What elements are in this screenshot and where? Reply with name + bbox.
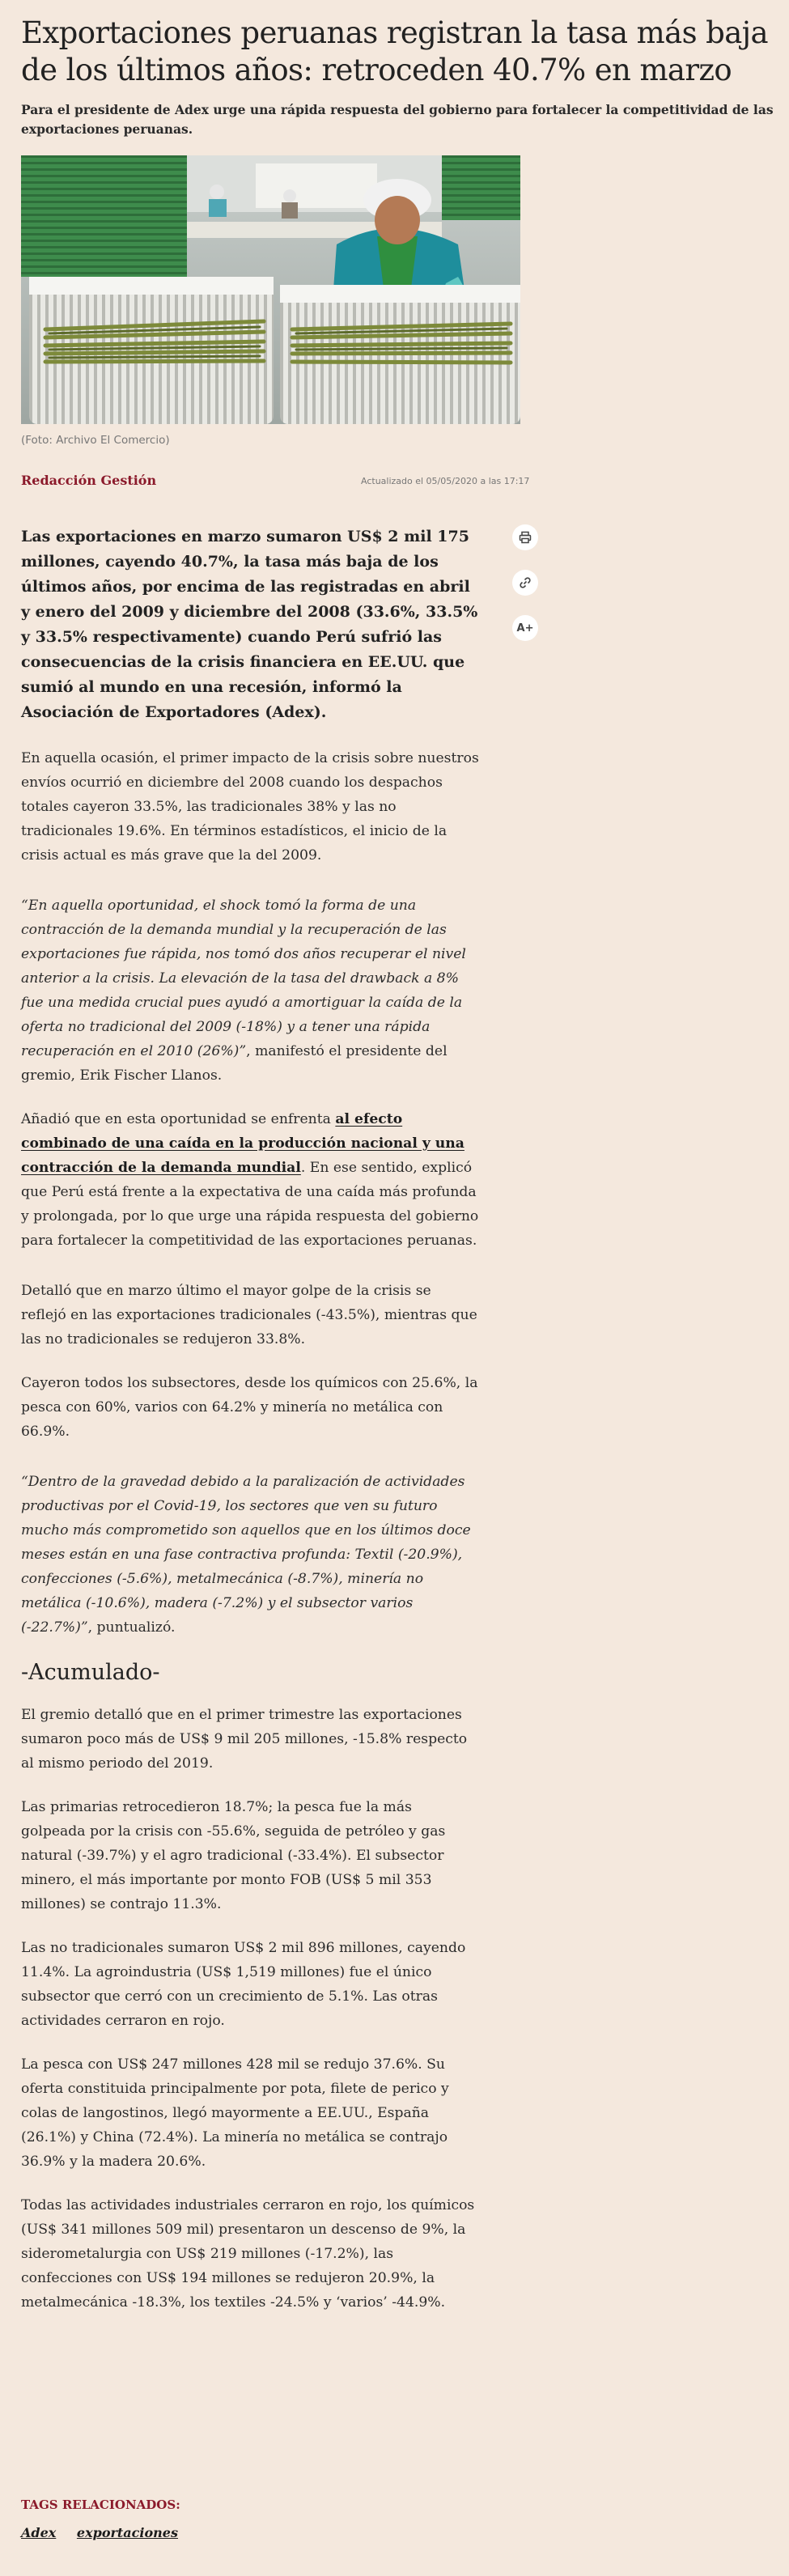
article-subtitle: Para el presidente de Adex urge una rápida respuesta del gobierno para fortalecer la competitividad de las exportaciones peruanas. xyxy=(21,102,774,137)
tags-label: TAGS RELACIONADOS: xyxy=(21,2497,180,2512)
quote-paragraph xyxy=(21,893,479,1088)
tag-link[interactable]: exportaciones xyxy=(76,2525,178,2540)
link-icon xyxy=(519,576,532,589)
copy-link-button[interactable] xyxy=(512,570,538,596)
paragraph: La pesca con US$ 247 millones 428 mil se redujo 37.6%. Su oferta constituida principalmente por pota, filete de perico y colas de langostinos, llegó mayormente a EE.UU., España (26.1%) y China (72.4%). La minería no metálica se contrajo 36.9% y la madera 20.6%. xyxy=(21,2056,449,2170)
share-toolbar xyxy=(512,524,543,660)
paragraph: El gremio detalló que en el primer trimestre las exportaciones sumaron poco más de US$ 9 mil 205 millones, -15.8% respecto al mismo periodo del 2019. xyxy=(21,1707,468,1772)
print-button[interactable] xyxy=(512,524,538,550)
author-link[interactable]: Redacción Gestión xyxy=(21,473,157,488)
paragraph: Detalló que en marzo último el mayor golpe de la crisis se reflejó en las exportaciones tradicionales (-43.5%), mientras que las no tradicionales se redujeron 33.8%. xyxy=(21,1283,477,1347)
paragraph: Todas las actividades industriales cerraron en rojo, los químicos (US$ 341 millones 509 mil) presentaron un descenso de 9%, la siderometalurgia con US$ 219 millones (-17.2%), las confecciones con US$ 194 millones se redujeron 20.9%, la metalmecánica -18.3%, los textiles -24.5% y ‘varios’ -44.9%. xyxy=(21,2197,475,2311)
section-heading: -Acumulado- xyxy=(21,1660,160,1685)
photo-caption: (Foto: Archivo El Comercio) xyxy=(21,434,170,447)
tag-link[interactable]: Adex xyxy=(21,2525,57,2540)
updated-timestamp: Actualizado el 05/05/2020 a las 17:17 xyxy=(361,476,530,486)
paragraph: En aquella ocasión, el primer impacto de la crisis sobre nuestros envíos ocurrió en diciembre del 2008 cuando los despachos totales cayeron 33.5%, las tradicionales 38% y las no tradicionales 19.6%. En términos estadísticos, el inicio de la crisis actual es más grave que la del 2009. xyxy=(21,750,479,864)
quote-attribution: , manifestó el presidente del gremio, Erik Fischer Llanos. xyxy=(21,1043,448,1084)
paragraph-text: Añadió que en esta oportunidad se enfrenta xyxy=(21,1111,336,1127)
quote-attribution: , puntualizó. xyxy=(87,1619,176,1636)
print-icon xyxy=(519,531,532,544)
paragraph xyxy=(21,1107,479,1253)
font-size-button[interactable]: A+ xyxy=(512,615,538,641)
paragraph: Cayeron todos los subsectores, desde los químicos con 25.6%, la pesca con 60%, varios con 64.2% y minería no metálica con 66.9%. xyxy=(21,1375,478,1440)
tags-list xyxy=(21,2525,194,2540)
inline-article-link[interactable]: al efecto combinado de una caída en la producción nacional y una contracción de la demanda mundial xyxy=(21,1111,464,1176)
paragraph: Las primarias retrocedieron 18.7%; la pesca fue la más golpeada por la crisis con -55.6%, seguida de petróleo y gas natural (-39.7%) y el agro tradicional (-33.4%). El subsector minero, el más importante por monto FOB (US$ 5 mil 353 millones) se contrajo 11.3%. xyxy=(21,1799,446,1912)
article-photo xyxy=(21,155,520,424)
article-body xyxy=(21,524,479,2334)
quote-paragraph xyxy=(21,1470,479,1640)
article-title: Exportaciones peruanas registran la tasa más baja de los últimos años: retroceden 40.7% en marzo xyxy=(21,15,769,87)
paragraph: Las no tradicionales sumaron US$ 2 mil 896 millones, cayendo 11.4%. La agroindustria (US$ 1,519 millones) fue el único subsector que cerró con un crecimiento de 5.1%. Las otras actividades cerraron en rojo. xyxy=(21,1940,466,2029)
paragraph-text: . En ese sentido, explicó que Perú está frente a la expectativa de una caída más profunda y prolongada, por lo que urge una rápida respuesta del gobierno para fortalecer la competitividad de las exportaciones peruanas. xyxy=(21,1160,479,1249)
quote-text: “En aquella oportunidad, el shock tomó la forma de una contracción de la demanda mundial y la recuperación de las exportaciones fue rápida, nos tomó dos años recuperar el nivel anterior a la crisis. La elevación de la tasa del drawback a 8% fue una medida crucial pues ayudó a amortiguar la caída de la oferta no tradicional del 2009 (-18%) y a tener una rápida recuperación en el 2010 (26%)” xyxy=(21,898,466,1059)
article-lead: Las exportaciones en marzo sumaron US$ 2 mil 175 millones, cayendo 40.7%, la tasa más baja de los últimos años, por encima de las registradas en abril y enero del 2009 y diciembre del 2008 (33.6%, 33.5% y 33.5% respectivamente) cuando Perú sufrió las consecuencias de la crisis financiera en EE.UU. que sumió al mundo en una recesión, informó la Asociación de Exportadores (Adex). xyxy=(21,528,478,721)
quote-text: “Dentro de la gravedad debido a la paralización de actividades productivas por el Covid-19, los sectores que ven su futuro mucho más comprometido son aquellos que en los últimos doce meses están en una fase contractiva profunda: Textil (-20.9%), confecciones (-5.6%), metalmecánica (-8.7%), minería no metálica (-10.6%), madera (-7.2%) y el subsector varios (-22.7%)” xyxy=(21,1474,471,1636)
